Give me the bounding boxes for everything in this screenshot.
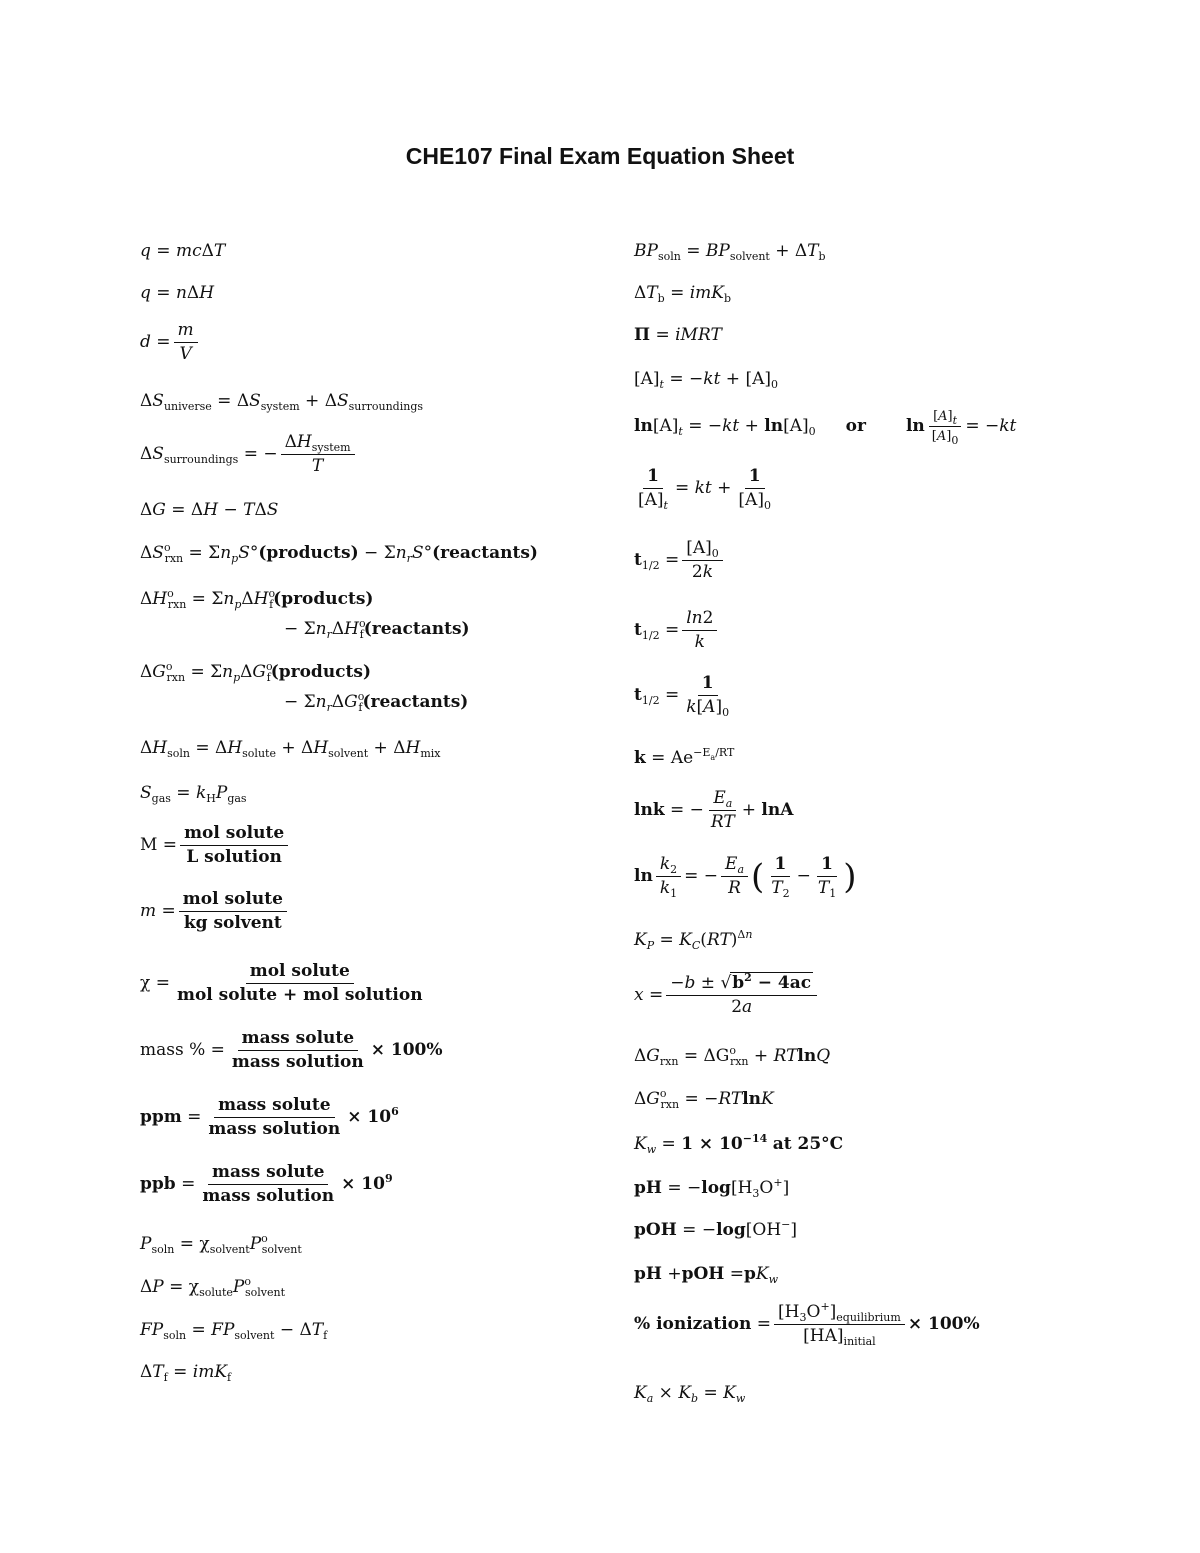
equation-zero-order: $[A]_t = -kt + [A]_0$ <box>634 369 778 391</box>
equation-percent-ionization: % ionization = $\frac{[H_3O^+]_{equilibrium}}{[HA]_{initial}}$ × 100% <box>634 1300 980 1348</box>
equation-enthalpy-rxn-continued: − $\Sigma n_r\Delta H^o_f(reactants)$ <box>284 617 470 641</box>
page-title: CHE107 Final Exam Equation Sheet <box>405 143 795 169</box>
equation-raoult-law: $P_{soln} = \chi_{solvent}P^o_{solvent}$ <box>140 1232 302 1256</box>
density-fraction: $\frac{m}{V}$ <box>174 322 198 363</box>
equation-entropy-surroundings: $\Delta S_{surroundings}$ = − $\frac{\Delta H_{system}}{T}$ <box>140 434 358 475</box>
equation-vapor-lowering: $\Delta P = \chi_{solute}P^o_{solvent}$ <box>140 1275 285 1299</box>
equation-kp-kc: $K_P = K_C(RT)^{\Delta n}$ <box>634 928 753 952</box>
equation-first-order: $\ln[A]_t = -kt + \ln[A]_0$ or ln $\frac{[A]_t}{[A]_0}$ = −kt <box>634 409 1017 447</box>
equation-freezing-point: $FP_{soln} = FP_{solvent} - \Delta T_f$ <box>140 1320 328 1342</box>
equation-half-life-first: $t_{1/2}$ = $\frac{\ln 2}{k}$ <box>634 610 720 651</box>
equation-gibbs-rxn: $\Delta G^o_{rxn}$ = $\Sigma n_p\Delta G^o_f(products)$ <box>140 660 371 684</box>
equation-molarity: M = $\frac{\text{mol solute}}{\text{L solution}}$ <box>140 825 291 866</box>
equation-heat-molar: q = nΔH <box>140 283 215 303</box>
equation-henry-law: $S_{gas} = k_HP_{gas}$ <box>140 783 247 805</box>
equation-boiling-elevation: $\Delta T_b = imK_b$ <box>634 283 732 305</box>
equation-mole-fraction: χ = $\frac{\text{mol solute}}{\text{mol solute + mol solution}}$ <box>140 961 423 1005</box>
equation-gibbs-rxn-continued: − $\Sigma n_r\Delta G^o_f(reactants)$ <box>284 690 469 714</box>
equation-quadratic: x = $\frac{-b \pm √b^2 - 4ac}{2a}$ <box>634 975 820 1016</box>
equation-entropy-universe: $\Delta S_{universe} = \Delta S_{system} + \Delta S_{surroundings}$ <box>140 391 424 413</box>
equation-ka-kb: $K_a \times K_b = K_w$ <box>634 1383 746 1405</box>
equation-arrhenius-log: lnk = − $\frac{E_a}{RT}$ + lnA <box>634 788 794 832</box>
equation-ph-poh: pH $+pOH =pK_w$ <box>634 1264 779 1286</box>
equation-enthalpy-soln: $\Delta H_{soln} = \Delta H_{solute} + \Delta H_{solvent} + \Delta H_{mix}$ <box>140 738 441 760</box>
equation-ppb: ppb = $\frac{\text{mass solute}}{\text{mass solution}}$ × $10^9$ <box>140 1162 393 1206</box>
equation-freezing-depression: $\Delta T_f = imK_f$ <box>140 1362 232 1384</box>
equation-arrhenius-two-point: ln $\frac{k_2}{k_1}$ = − $\frac{E_a}{R}$ ( $\frac{1}{T_2}$ − $\frac{1}{T_1}$ ) <box>634 854 857 900</box>
equation-gibbs-q: $\Delta G_{rxn} = \Delta G^o_{rxn} + RTlnQ$ <box>634 1044 831 1068</box>
equation-half-life-second: $t_{1/2}$ = $\frac{1}{k[A]_0}$ <box>634 673 730 719</box>
equation-boiling-point: $BP_{soln} = BP_{solvent} + \Delta T_b$ <box>634 241 826 263</box>
equation-ph: pH = $-\log[H_3O^+]$ <box>634 1176 790 1200</box>
equation-density: d = $\frac{m}{V}$ <box>140 322 201 363</box>
equation-mass-percent: mass % = $\frac{\text{mass solute}}{\text{mass solution}}$ × 100% <box>140 1028 443 1072</box>
equation-poh: pOH = −log[OH−] <box>634 1218 798 1240</box>
equation-water-constant: $K_w = 1 \times 10^{-14}$ at 25°C <box>634 1132 844 1156</box>
equation-gibbs-k: $\Delta G^o_{rxn} = -RTlnK$ <box>634 1087 774 1111</box>
equation-enthalpy-rxn: $\Delta H^o_{rxn}$ = $\Sigma n_p\Delta H^o_f(products)$ <box>140 587 374 611</box>
equation-gibbs: ΔG = ΔH − TΔS <box>140 500 279 520</box>
equation-second-order: $\frac{1}{[A]_t}$ = kt + $\frac{1}{[A]_0}$ <box>638 466 771 512</box>
equation-heat-specific: q = mcΔT <box>140 241 226 261</box>
equation-entropy-rxn: $\Delta S^o_{rxn}$ = $\Sigma n_pS^\circ(products)$ − $\Sigma n_rS^\circ(reactants)$ <box>140 541 538 565</box>
equation-arrhenius: $k = Ae^{-E_a/RT}$ <box>634 746 735 768</box>
equation-ppm: ppm = $\frac{\text{mass solute}}{\text{mass solution}}$ × $10^6$ <box>140 1095 399 1139</box>
equation-half-life-zero: $t_{1/2}$ = $\frac{[A]_0}{2k}$ <box>634 540 726 581</box>
equation-osmotic-pressure: Π = iMRT <box>634 325 722 345</box>
equation-molality: m = $\frac{\text{mol solute}}{\text{kg solvent}}$ <box>140 891 290 932</box>
